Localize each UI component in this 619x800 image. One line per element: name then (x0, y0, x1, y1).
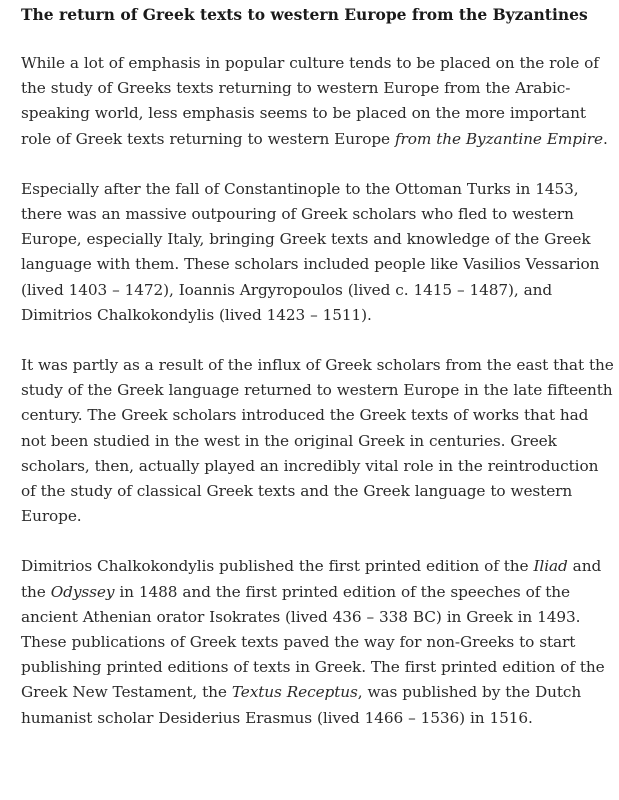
paragraph-1-text: While a lot of emphasis in popular culture tends to be placed on the role of the study of Greeks texts returning to western Europe from the Arabic-speaking world, less emphasis seems to be placed on the more important role of Greek texts returning to western Europe (21, 54, 599, 148)
paragraph-1 (21, 51, 615, 152)
paragraph-4-italic-textus-receptus: Textus Receptus (231, 683, 358, 702)
article-title: The return of Greek texts to western Europe from the Byzantines (21, 5, 588, 24)
paragraph-2 (21, 177, 615, 328)
paragraph-4 (21, 554, 615, 730)
paragraph-1-italic-byzantine-empire: from the Byzantine Empire (394, 129, 603, 148)
paragraph-4-text-c: in 1488 and the first printed edition of the speeches of the ancient Athenian orator Isokrates (lived 436 – 338 BC) in Greek in 1493. These publications of Greek texts paved the way for non-Greeks to start publishing printed editions of texts in Greek. The first printed edition of the Greek New Testament, the (21, 582, 605, 702)
paragraph-3-text: It was partly as a result of the influx of Greek scholars from the east that the study of the Greek language returned to western Europe in the late fifteenth century. The Greek scholars introduced the Greek texts of works that had not been studied in the west in the original Greek in centuries. Greek scholars, then, actually played an incredibly vital role in the reintroduction of the study of classical Greek texts and the Greek language to western Europe. (21, 356, 614, 526)
paragraph-2-text: Especially after the fall of Constantinople to the Ottoman Turks in 1453, there was an massive outpouring of Greek scholars who fled to western Europe, especially Italy, bringing Greek texts and knowledge of the Greek language with them. These scholars included people like Vasilios Vessarion (lived 1403 – 1472), Ioannis Argyropoulos (lived c. 1415 – 1487), and Dimitrios Chalkokondylis (lived 1423 – 1511). (21, 179, 600, 324)
paragraph-1-period: . (602, 129, 608, 148)
article (21, 4, 615, 731)
paragraph-4-text-b: and the (21, 557, 602, 601)
paragraph-3 (21, 353, 615, 529)
paragraph-4-text-a: Dimitrios Chalkokondylis published the first printed edition of the (21, 557, 534, 576)
paragraph-4-italic-iliad: Iliad (533, 557, 568, 576)
paragraph-4-italic-odyssey: Odyssey (50, 582, 115, 601)
paragraph-4-text-d: , was published by the Dutch humanist scholar Desiderius Erasmus (lived 1466 – 1536) in 1516. (21, 683, 582, 727)
